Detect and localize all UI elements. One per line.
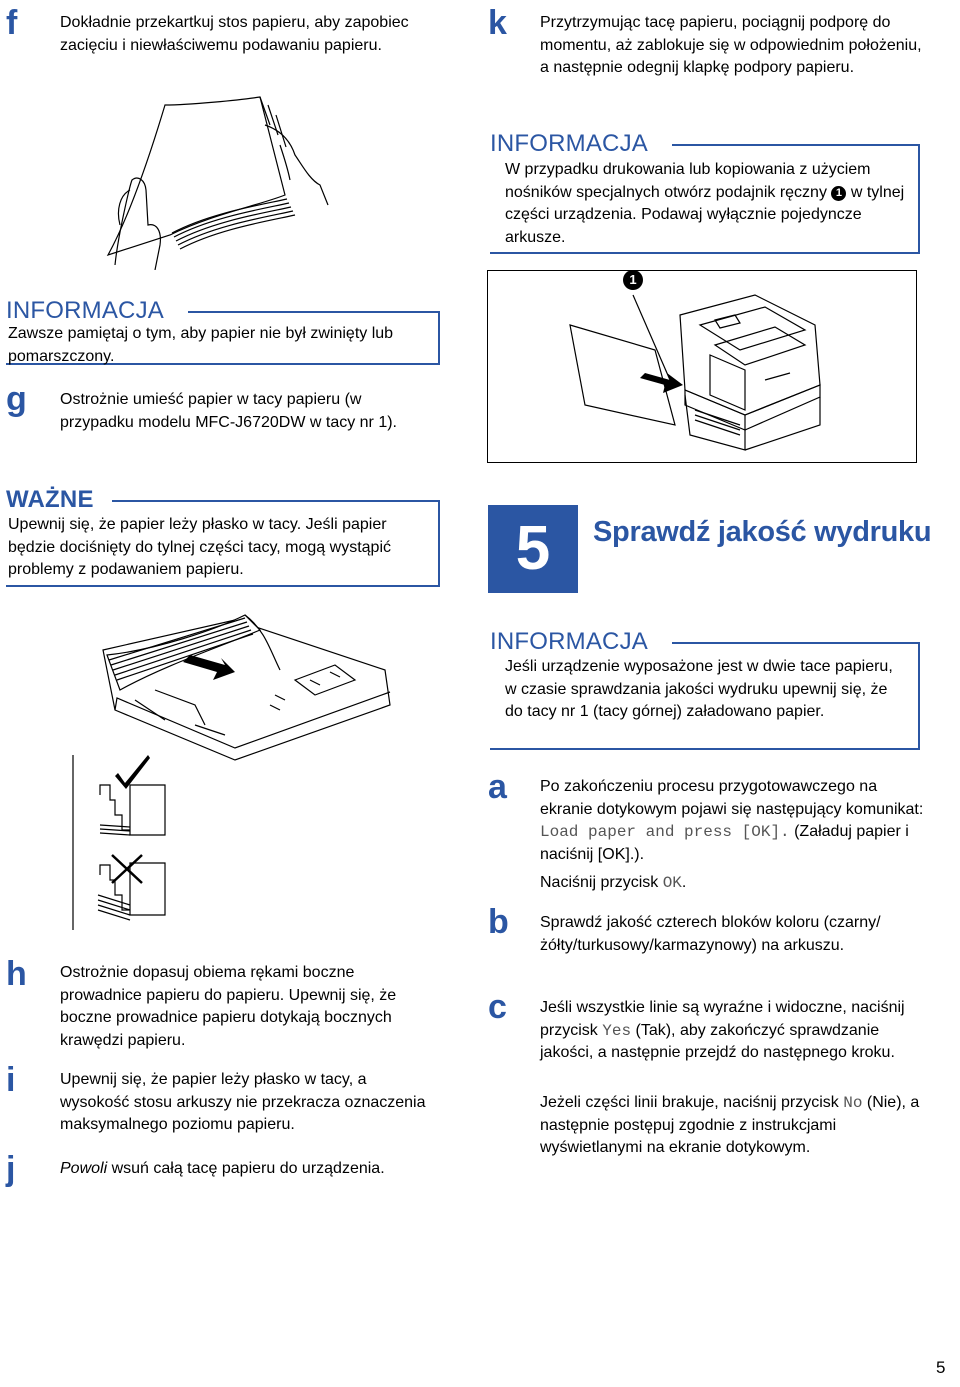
step-j-emphasis: Powoli	[60, 1160, 108, 1177]
right-info-2-title: INFORMACJA	[490, 628, 648, 655]
step-letter-f: f	[6, 4, 18, 42]
section-step-b-text: Sprawdź jakość czterech bloków koloru (czarny/żółty/turkusowy/karmazynowy) na arkuszu.	[540, 914, 881, 954]
section-step-c-p1-a: Jeśli wszystkie linie są wyraźne i widoczne, naciśnij przycisk	[540, 999, 905, 1039]
step-letter-i: i	[6, 1061, 16, 1099]
important-text: Upewnij się, że papier leży płasko w tacy. Jeśli papier będzie dociśnięty do tylnej części tacy, mogą wystąpić problemy z podawaniem papieru.	[8, 516, 391, 578]
step-j-text	[60, 1158, 440, 1181]
step-h-text: Ostrożnie dopasuj obiema rękami boczne prowadnice papieru do papieru. Upewnij się, że boczne prowadnice papieru dotykają bocznych krawędzi papieru.	[60, 964, 397, 1049]
step-letter-k: k	[488, 4, 507, 42]
step-i-text: Upewnij się, że papier leży płasko w tacy, a wysokość stosu arkuszy nie przekracza oznaczenia maksymalnego poziomu papieru.	[60, 1071, 426, 1133]
callout-1-icon: 1	[831, 186, 846, 201]
section-step-letter-c: c	[488, 988, 507, 1026]
section-step-a-line2-a: Naciśnij przycisk	[540, 874, 663, 891]
section-step-letter-b: b	[488, 903, 509, 941]
section-step-c-p2-b: (Nie), a następnie postępuj zgodnie z instrukcjami wyświetlanymi na ekranie dotykowym.	[540, 1094, 920, 1156]
ok-button-label: OK	[662, 874, 682, 892]
step-letter-j: j	[6, 1150, 16, 1188]
section-step-a-text	[540, 776, 930, 866]
paper-level-check-illustration	[70, 755, 180, 930]
step-j-rest: wsuń całą tacę papieru do urządzenia.	[107, 1160, 385, 1177]
step-g-text: Ostrożnie umieść papier w tacy papieru (w przypadku modelu MFC-J6720DW w tacy nr 1).	[60, 391, 397, 431]
right-info-1-text-a: W przypadku drukowania lub kopiowania z użyciem nośników specjalnych otwórz podajnik ręczny	[505, 161, 871, 201]
right-info-1-text-b: w tylnej części urządzenia. Podawaj wyłącznie pojedyncze arkusze.	[505, 183, 905, 246]
section-title: Sprawdź jakość wydruku	[593, 516, 932, 548]
section-step-c-p1-b: (Tak), aby zakończyć sprawdzanie jakości, a następnie przejdź do następnego kroku.	[540, 1021, 895, 1061]
step-letter-g: g	[6, 380, 27, 418]
right-info-1-text	[505, 159, 905, 249]
figure-callout-1: 1	[623, 270, 643, 290]
fan-paper-illustration	[90, 85, 330, 270]
section-step-a-text-a: Po zakończeniu procesu przygotowawczego na ekranie dotykowym pojawi się następujący komunikat:	[540, 778, 924, 818]
page-number: 5	[936, 1358, 946, 1377]
left-info-text: Zawsze pamiętaj o tym, aby papier nie był zwinięty lub pomarszczony.	[8, 325, 394, 365]
section-step-a-line2-b: .	[681, 874, 687, 891]
important-title: WAŻNE	[6, 486, 94, 513]
section-step-a-message: Load paper and press [OK].	[540, 823, 790, 841]
section-step-c-p2	[540, 1092, 925, 1160]
section-step-a-text-b: (Załaduj papier i naciśnij [OK].).	[540, 823, 909, 863]
section-step-letter-a: a	[488, 768, 507, 806]
section-step-a-line2	[540, 872, 930, 895]
step-f-text: Dokładnie przekartkuj stos papieru, aby zapobiec zacięciu i niewłaściwemu podawaniu papieru.	[60, 14, 409, 54]
right-info-2-text: Jeśli urządzenie wyposażone jest w dwie tace papieru, w czasie sprawdzania jakości wydruku upewnij się, że do tacy nr 1 (tacy górnej) załadowano papier.	[505, 658, 893, 720]
right-info-1-title: INFORMACJA	[490, 130, 648, 157]
section-step-c-p2-a: Jeżeli części linii brakuje, naciśnij przycisk	[540, 1094, 844, 1111]
step-letter-h: h	[6, 955, 27, 993]
yes-button-label: Yes	[602, 1021, 632, 1040]
left-info-title: INFORMACJA	[6, 297, 164, 324]
paper-tray-illustration	[95, 610, 400, 765]
step-k-text: Przytrzymując tacę papieru, pociągnij podporę do momentu, aż zablokuje się w odpowiednim położeniu, a następnie odegnij klapkę podpory papieru.	[540, 14, 922, 76]
section-number-badge: 5	[488, 505, 578, 593]
section-step-c-p1	[540, 997, 920, 1065]
no-button-label: No	[843, 1094, 863, 1112]
printer-illustration	[565, 285, 845, 455]
